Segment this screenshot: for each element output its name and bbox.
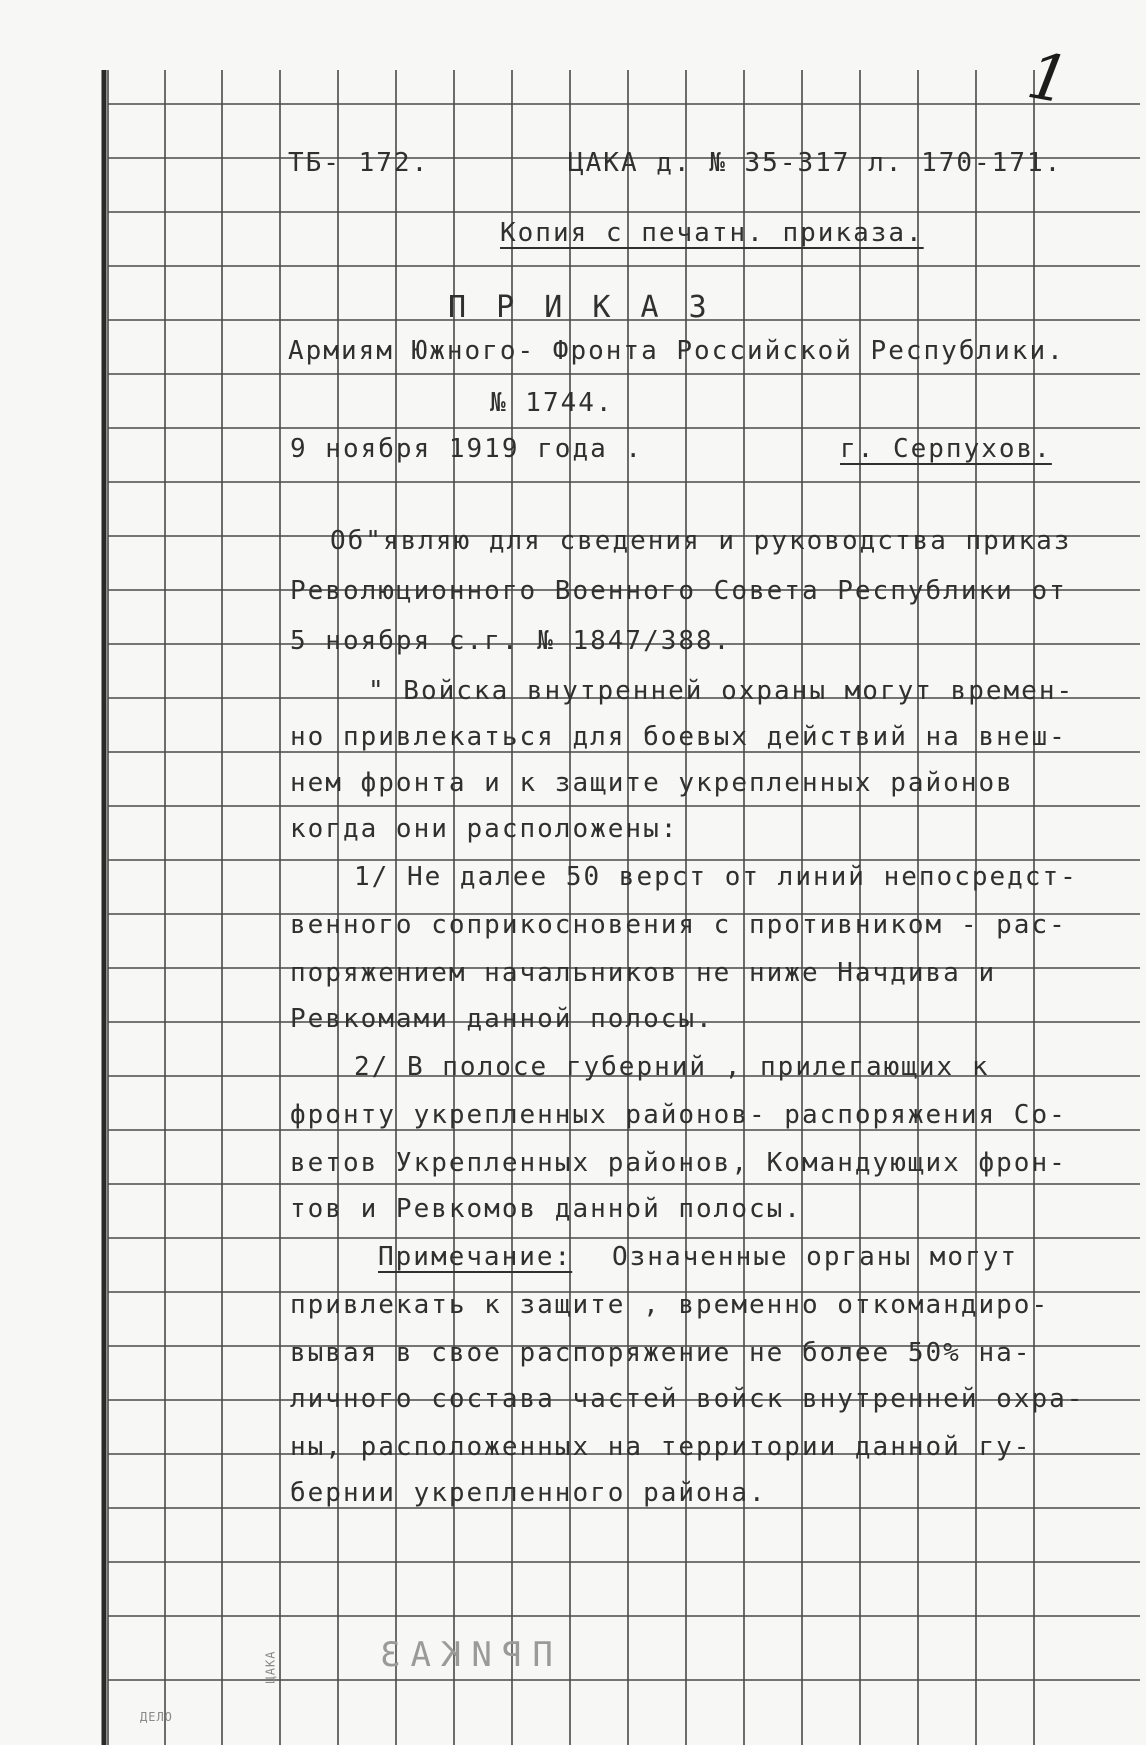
vertical-stamp: ЦАКА: [263, 1650, 278, 1684]
body-line: Ревкомами данной полосы.: [290, 1004, 714, 1034]
body-line: нем фронта и к защите укрепленных районов: [290, 768, 1014, 798]
body-line: 5 ноября с.г. № 1847/388.: [290, 626, 732, 656]
page-number: 1: [1021, 39, 1075, 119]
body-line: " Войска внутренней охраны могут времен-: [368, 676, 1075, 706]
body-line: 2/ В полосе губерний , прилегающих к: [354, 1052, 990, 1082]
body-line: Означенные органы могут: [612, 1242, 1019, 1272]
body-line: фронту укрепленных районов- распоряжения Со-: [290, 1100, 1067, 1130]
order-place: г. Серпухов.: [840, 434, 1052, 464]
archive-reference: ЦАКА д. № 35-317 л. 170-171.: [568, 148, 1063, 178]
copy-title: Копия с печатн. приказа.: [500, 218, 924, 248]
body-line: бернии укрепленного района.: [290, 1478, 767, 1508]
body-line: поряжением начальников не ниже Начдива и: [290, 958, 997, 988]
order-date: 9 ноября 1919 года .: [290, 434, 644, 464]
body-line: тов и Ревкомов данной полосы.: [290, 1194, 802, 1224]
body-line: привлекать к защите , временно откомандиро-: [290, 1290, 1050, 1320]
note-label: Примечание:: [378, 1242, 573, 1272]
body-line: вывая в свое распоряжение не более 50% на-: [290, 1338, 1032, 1368]
body-line: личного состава частей войск внутренней охра-: [290, 1384, 1085, 1414]
archive-stamp: ДЕЛО: [140, 1710, 173, 1724]
document-code: ТБ- 172.: [288, 148, 430, 178]
body-line: Революционного Военного Совета Республики от: [290, 576, 1067, 606]
order-number: № 1744.: [490, 388, 614, 418]
bleed-through-mark: ПРИКАЗ: [370, 1635, 553, 1675]
body-line: ны, расположенных на территории данной гу-: [290, 1432, 1032, 1462]
body-line: ветов Укрепленных районов, Командующих фрон-: [290, 1148, 1067, 1178]
body-line: Об"являю для сведения и руководства приказ: [330, 526, 1072, 556]
body-line: венного соприкосновения с противником - рас-: [290, 910, 1067, 940]
body-line: когда они расположены:: [290, 814, 679, 844]
body-line: но привлекаться для боевых действий на внеш-: [290, 722, 1067, 752]
order-title: П Р И К А З: [448, 290, 713, 325]
order-subtitle: Армиям Южного- Фронта Российской Республики.: [288, 336, 1065, 366]
body-line: 1/ Не далее 50 верст от линий непосредст-: [354, 862, 1078, 892]
